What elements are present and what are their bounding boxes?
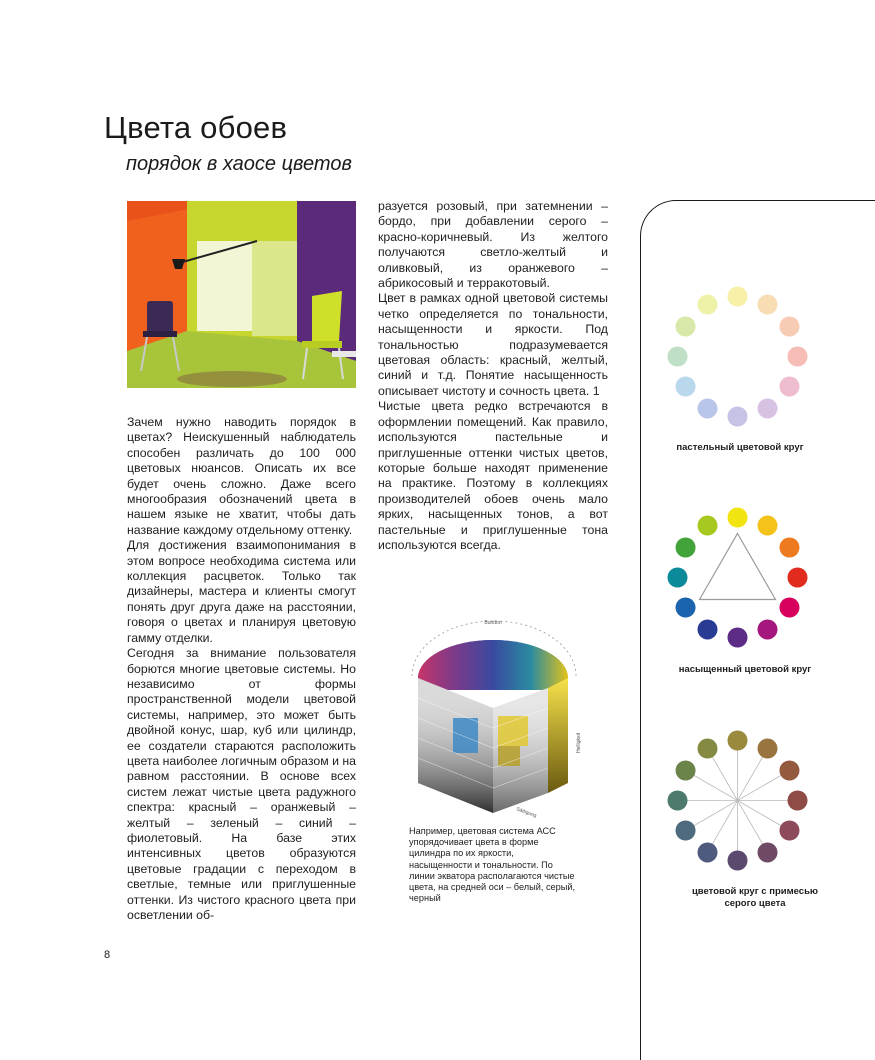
paragraph: Для достижения взаимопонимания в этом вопросе необходима система или коллекция расцветок. Только так дизайнеры, мастера и клиенты смогут понять друг друга даже на расстоянии, говоря о цветах и планируя цветовую гамму отделки. [127, 538, 356, 645]
color-swatch [728, 407, 748, 427]
acc-label-side: Helligkeit [576, 732, 582, 753]
color-swatch [779, 317, 799, 337]
acc-label-top: Buntton [484, 620, 502, 626]
page-title: Цвета обоев [104, 110, 288, 145]
paragraph: Чистые цвета редко встречаются в оформлении помещений. Как правило, используются пастельные и приглушенные оттенки чистых цветов, которые больше находят применение на практике. Поэтому в коллекциях производителей обоев очень мало ярких, насыщенных тонов, а вот пастельные и приглушенные тона используются всегда. [378, 399, 608, 552]
pastel-color-wheel [665, 284, 810, 429]
page-subtitle: порядок в хаосе цветов [126, 153, 352, 175]
color-swatch [779, 821, 799, 841]
color-swatch [758, 842, 778, 862]
page-number: 8 [104, 949, 111, 961]
saturated-wheel-label: насыщенный цветовой круг [678, 664, 812, 675]
color-swatch [788, 568, 808, 588]
color-swatch [758, 295, 778, 315]
color-swatch [728, 287, 748, 307]
color-swatch [779, 598, 799, 618]
color-swatch [758, 739, 778, 759]
color-swatch [676, 538, 696, 558]
color-swatch [728, 731, 748, 751]
color-swatch [698, 398, 718, 418]
color-swatch [788, 347, 808, 367]
pastel-wheel-label: пастельный цветовой круг [676, 442, 804, 453]
color-swatch [758, 516, 778, 536]
interior-photo [127, 201, 356, 388]
grayish-wheel-label: цветовой круг с примесью серого цвета [691, 886, 819, 909]
color-swatch [676, 317, 696, 337]
color-swatch [758, 398, 778, 418]
body-text-column-2 [378, 199, 608, 553]
color-swatch [676, 377, 696, 397]
color-swatch [668, 791, 688, 811]
color-swatch [698, 842, 718, 862]
grayish-color-wheel [665, 728, 810, 873]
color-swatch [676, 761, 696, 781]
color-swatch [668, 347, 688, 367]
color-swatch [676, 821, 696, 841]
color-swatch [728, 508, 748, 528]
body-text-column-1 [127, 415, 356, 923]
paragraph: разуется розовый, при затемнении – бордо, при добавлении серого – красно-коричневый. Из желтого получаются светло-желтый и оливковый, из оранжевого – абрикосовый и терракотовый. [378, 199, 608, 291]
acc-figure-caption: Например, цветовая система АСС упорядочивает цвета в форме цилиндра по их яркости, насыщенности и тональности. По линии экватора располагаются чистые цвета, на средней оси – белый, серый, черный [409, 826, 576, 904]
paragraph: Цвет в рамках одной цветовой системы четко определяется по тональности, насыщенности и яркости. Под тональностью подразумевается цветовая область: красный, желтый, синий и т.д. Понятие насыщенность описывает чистоту и сочность цвета. 1 [378, 291, 608, 398]
color-swatch [698, 739, 718, 759]
color-swatch [779, 538, 799, 558]
color-swatch [728, 628, 748, 648]
color-swatch [758, 619, 778, 639]
color-swatch [779, 377, 799, 397]
paragraph: Зачем нужно наводить порядок в цветах? Неискушенный наблюдатель способен различать до 100 000 цветовых нюансов. Описать их все будет очень сложно. Даже всего многообразия обозначений цвета в нашем языке не хватит, чтобы дать название каждому отдельному оттенку. [127, 415, 356, 537]
color-swatch [728, 851, 748, 871]
color-swatch [698, 295, 718, 315]
paragraph: Сегодня за внимание пользователя борются многие цветовые системы. Но независимо от формы пространственной модели цветовой системы, например, это может быть двойной конус, шар, куб или цилиндр, ее создатели стараются расположить цвета наиболее логичным образом и на равном расстоянии. В основе всех систем лежат чистые цвета радужного спектра: красный – оранжевый – желтый – зеленый – синий – фиолетовый. На базе этих интенсивных цветов образуются цветовые градации с переходом в светлые, темные или приглушенные оттенки. Из чистого красного цвета при осветлении об- [127, 646, 356, 922]
color-swatch [698, 516, 718, 536]
saturated-color-wheel [665, 505, 810, 650]
acc-color-cylinder-figure [398, 618, 588, 818]
color-swatch [676, 598, 696, 618]
color-swatch [779, 761, 799, 781]
color-swatch [698, 619, 718, 639]
color-swatch [668, 568, 688, 588]
acc-label-bottom: Sättigung [515, 806, 538, 818]
triangle-shape [700, 534, 776, 600]
color-swatch [788, 791, 808, 811]
